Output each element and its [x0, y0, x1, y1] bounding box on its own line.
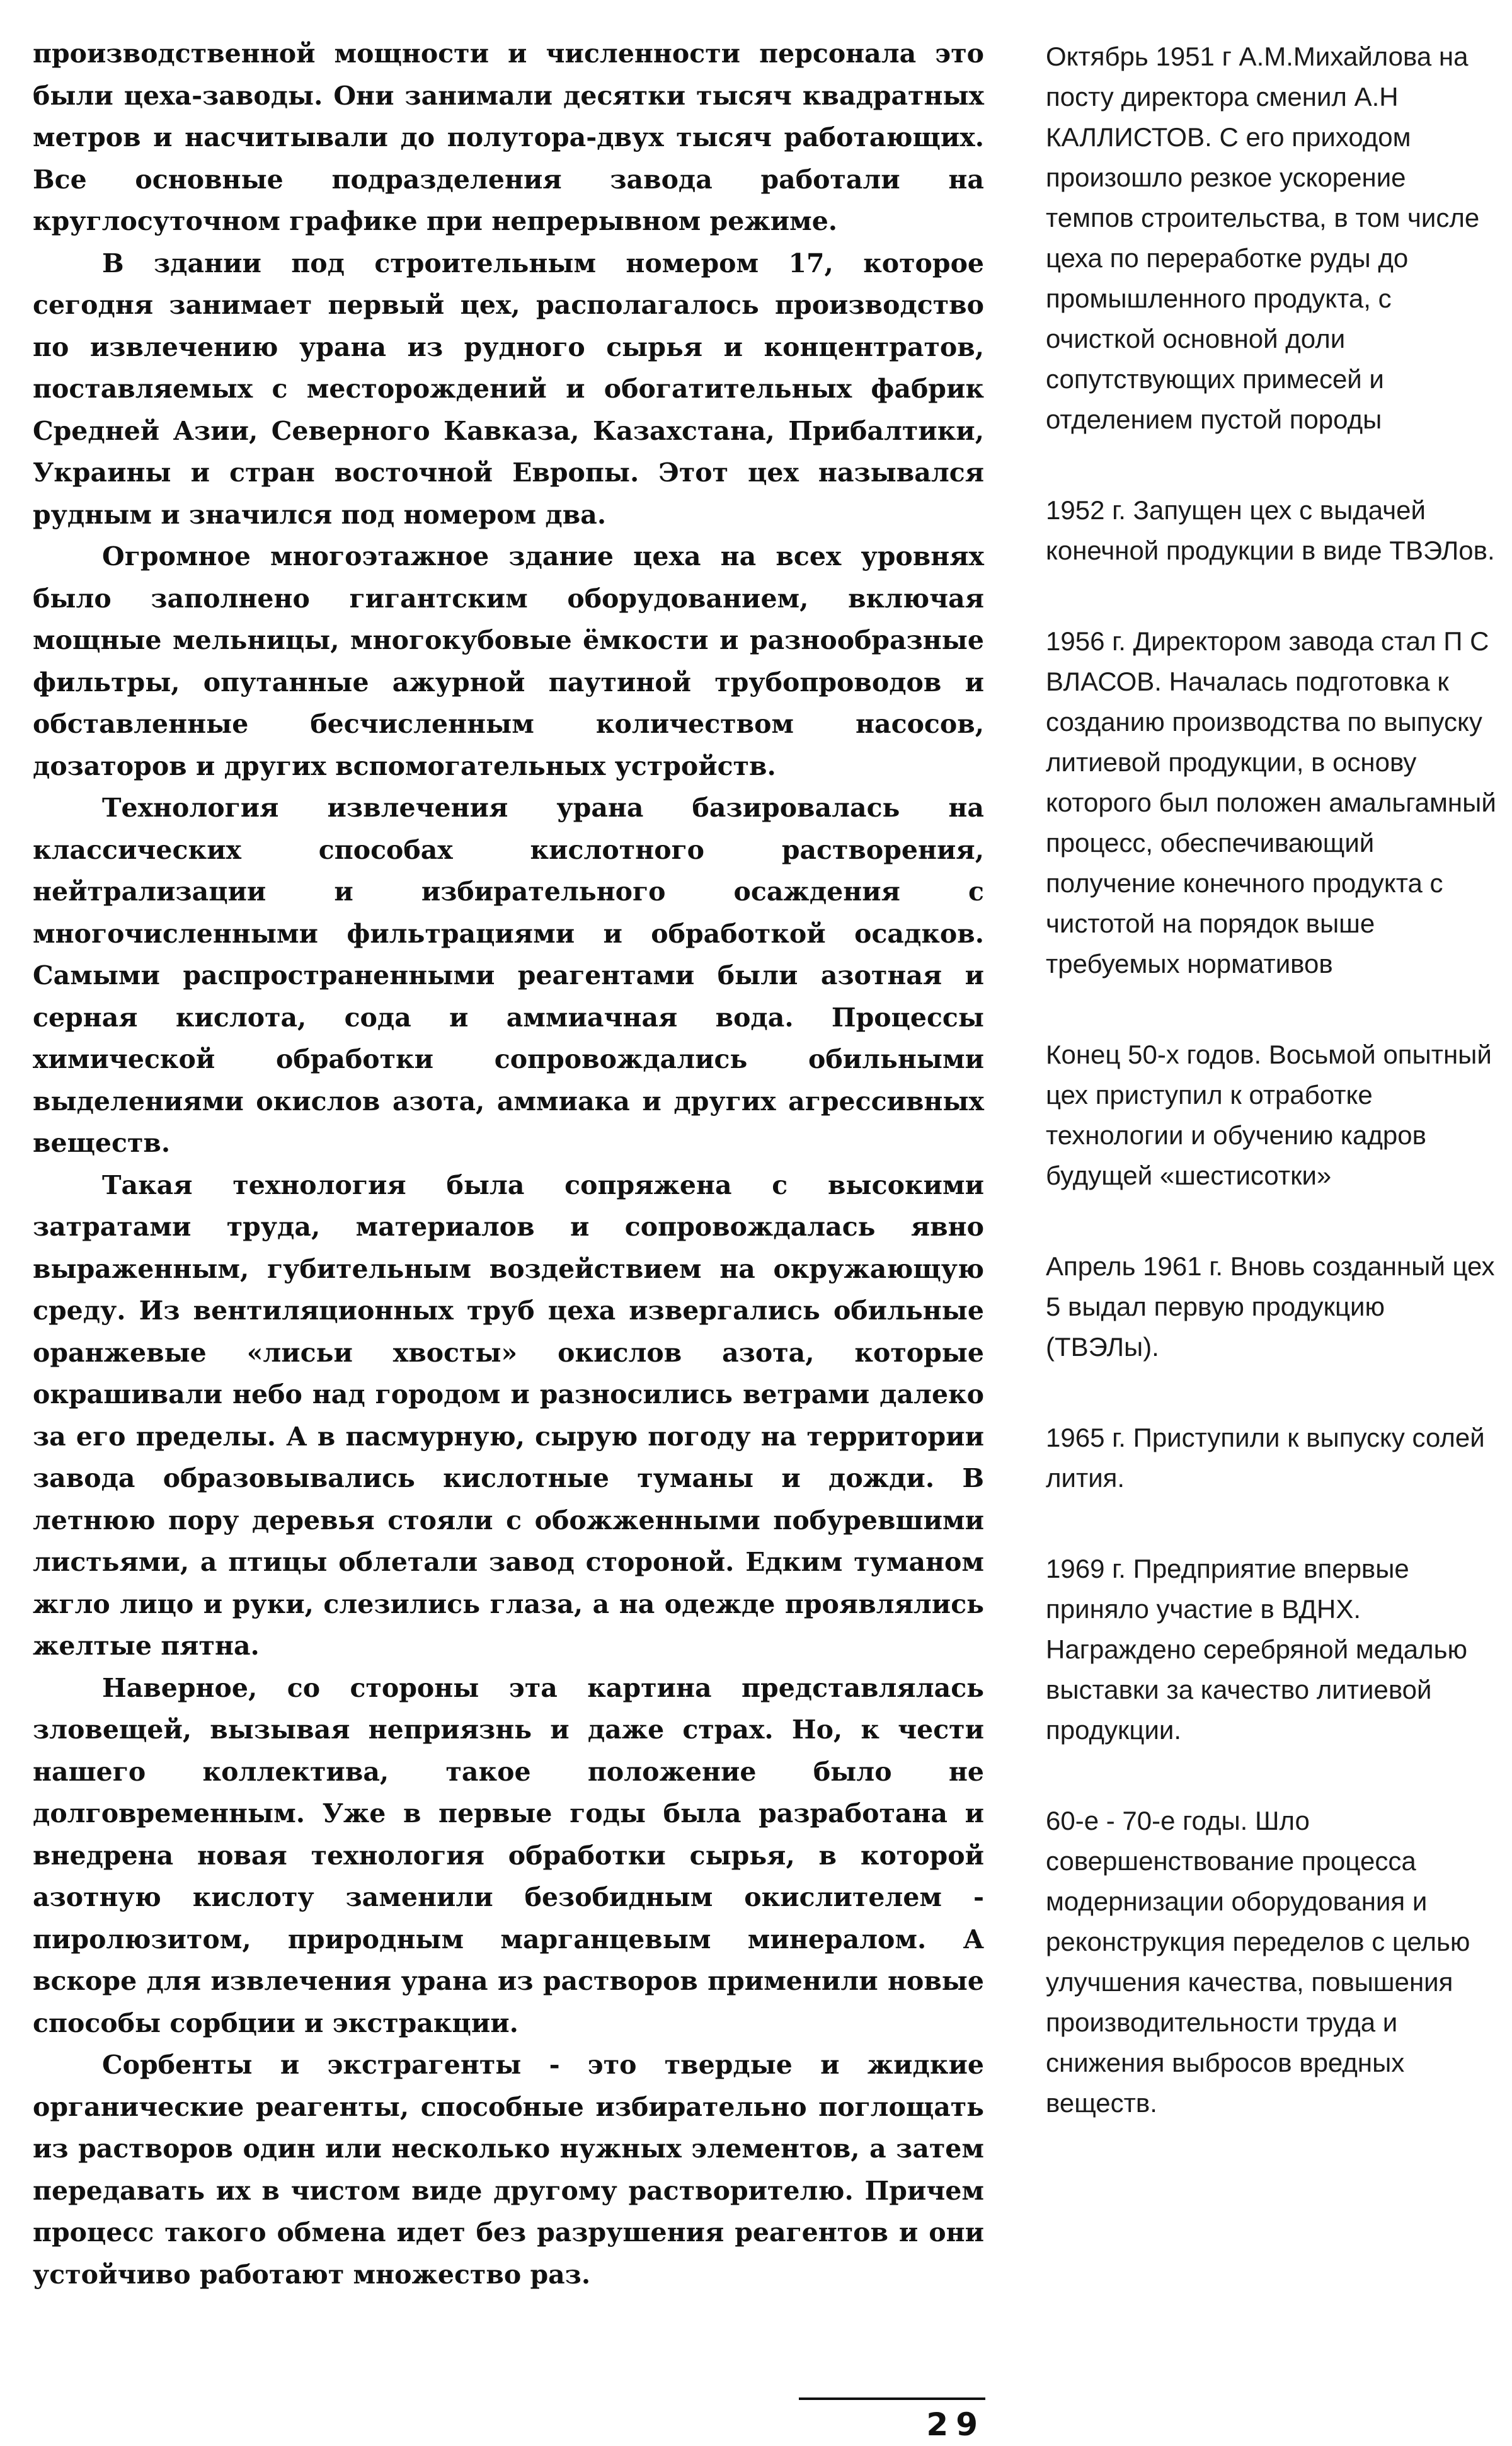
main-text-column: [33, 33, 984, 2295]
main-paragraph-2: В здании под строительным номером 17, которое сегодня занимает первый цех, располагалось производство по извлечению урана из рудного сырья и концентратов, поставляемых с месторождений и обогатительных фабрик Средней Азии, Северного Кавказа, Казахстана, Прибалтики, Украины и стран восточной Европы. Этот цех назывался рудным и значился под номером два.: [33, 248, 984, 530]
main-paragraph-4: Технология извлечения урана базировалась на классических способах кислотного растворения, нейтрализации и избирательного осаждения с многочисленными фильтрациями и обработкой осадков. Самыми распространенными реагентами были азотная и серная кислота, сода и аммиачная вода. Процессы химической обработки сопровождались обильными выделениями окислов азота, аммиака и других агрессивных веществ.: [33, 793, 984, 1158]
timeline-entry-1965: 1965 г. Приступили к выпуску солей лития.: [1046, 1423, 1485, 1493]
timeline-entry-60s-70s: 60-е - 70-е годы. Шло совершенствование процесса модернизации оборудования и реконструкция переделов с целью улучшения качества, повышения производительности труда и снижения выбросов вредных веществ.: [1046, 1806, 1470, 2118]
timeline-sidebar: [1046, 37, 1496, 2174]
timeline-entry-1961: Апрель 1961 г. Вновь созданный цех 5 выдал первую продукцию (ТВЭЛы).: [1046, 1251, 1495, 1362]
main-paragraph-5: Такая технология была сопряжена с высокими затратами труда, материалов и сопровождалась явно выраженным, губительным воздействием на окружающую среду. Из вентиляционных труб цеха извергались обильные оранжевые «лисьи хвосты» окислов азота, которые окрашивали небо над городом и разносились ветрами далеко за его пределы. А в пасмурную, сырую погоду на территории завода образовывались кислотные туманы и дожди. В летнюю пору деревья стояли с обожженными побуревшими листьями, а птицы облетали завод стороной. Едким туманом жгло лицо и руки, слезились глаза, а на одежде проявлялись желтые пятна.: [33, 1169, 984, 1661]
footer-rule: [799, 2397, 985, 2400]
main-paragraph-3: Огромное многоэтажное здание цеха на всех уровнях было заполнено гигантским оборудованием, включая мощные мельницы, многокубовые ёмкости и разнообразные фильтры, опутанные ажурной паутиной трубопроводов и обставленные бесчисленным количеством насосов, дозаторов и других вспомогательных устройств.: [33, 541, 984, 781]
main-paragraph-7: Сорбенты и экстрагенты - это твердые и жидкие органические реагенты, способные избирательно поглощать из растворов один или несколько нужных элементов, а затем передавать их в чистом виде другому растворителю. Причем процесс такого обмена идет без разрушения реагентов и они устойчиво работают множество раз.: [33, 2050, 984, 2290]
timeline-entry-1956: 1956 г. Директором завода стал П С ВЛАСОВ. Началась подготовка к созданию производства по выпуску литиевой продукции, в основу которого был положен амальгамный процесс, обеспечивающий получение конечного продукта с чистотой на порядок выше требуемых нормативов: [1046, 626, 1496, 979]
page-number: 29: [926, 2406, 985, 2443]
main-paragraph-6: Наверное, со стороны эта картина представлялась зловещей, вызывая неприязнь и даже страх. Но, к чести нашего коллектива, такое положение было не долговременным. Уже в первые годы была разработана и внедрена новая технология обработки сырья, в которой азотную кислоту заменили безобидным окислителем - пиролюзитом, природным марганцевым минералом. А вскоре для извлечения урана из растворов применили новые способы сорбции и экстракции.: [33, 1672, 984, 2038]
timeline-entry-late-50s: Конец 50-х годов. Восьмой опытный цех приступил к отработке технологии и обучению кадров будущей «шестисотки»: [1046, 1040, 1492, 1190]
timeline-entry-1951: Октябрь 1951 г А.М.Михайлова на посту директора сменил А.Н КАЛЛИСТОВ. С его приходом произошло резкое ускорение темпов строительства, в том числе цеха по переработке руды до промышленного продукта, с очисткой основной доли сопутствующих примесей и отделением пустой породы: [1046, 42, 1480, 434]
timeline-entry-1969: 1969 г. Предприятие впервые приняло участие в ВДНХ. Награждено серебряной медалью выставки за качество литиевой продукции.: [1046, 1554, 1467, 1745]
timeline-entry-1952: 1952 г. Запущен цех с выдачей конечной продукции в виде ТВЭЛов.: [1046, 495, 1495, 565]
main-paragraph-1: производственной мощности и численности персонала это были цеха-заводы. Они занимали десятки тысяч квадратных метров и насчитывали до полутора-двух тысяч работающих. Все основные подразделения завода работали на круглосуточном графике при непрерывном режиме.: [33, 38, 984, 236]
